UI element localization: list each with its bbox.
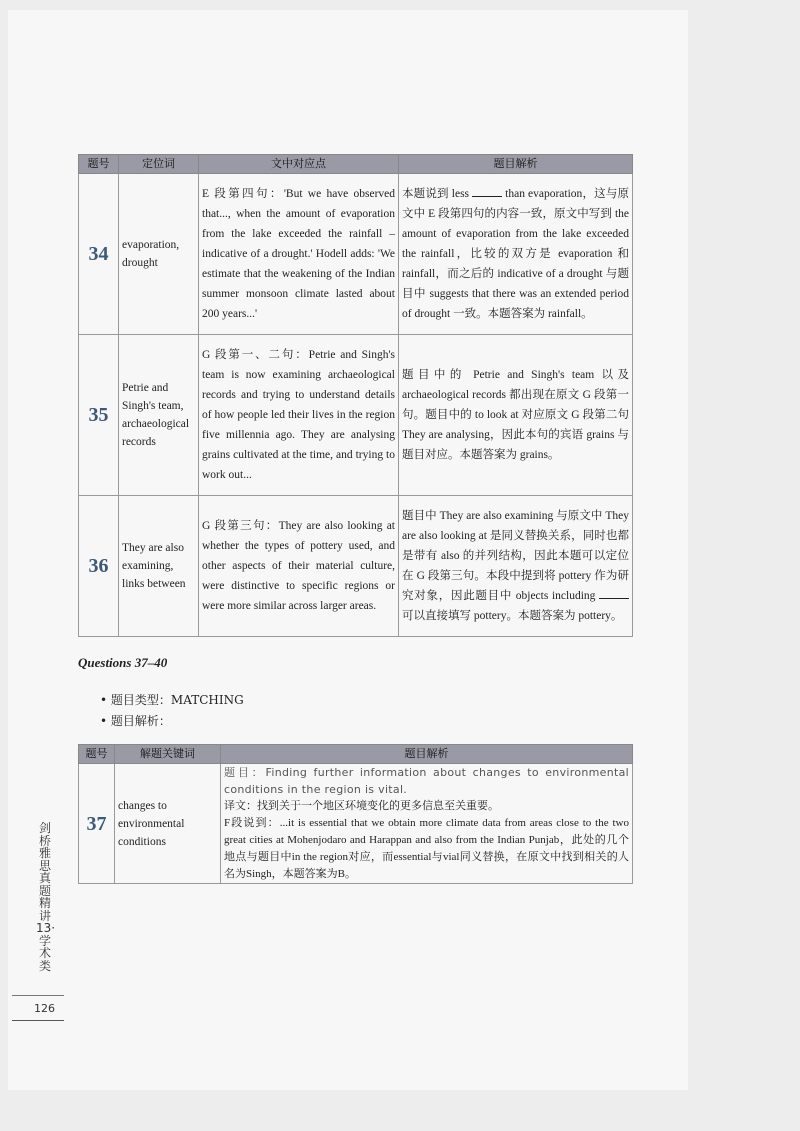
source-text: G 段第三句：They are also looking at whether the types of pottery used, and other aspects of their material culture, were distinctive to specific regions or were more similar across larger areas. (199, 496, 399, 637)
analysis-text (221, 764, 633, 884)
question-type-bullet: • 题目类型：MATCHING (100, 690, 244, 711)
table-row (79, 764, 633, 884)
answer-blank (472, 184, 502, 197)
analysis-text: 题目中的 Petrie and Singh's team 以及 archaeological records 都出现在原文 G 段第一句。题目中的 to look at 对应原文 G 段第二句 They are analysing，因此本句的宾语 grains 与题目对应。本题答案为 grains。 (399, 335, 633, 496)
key-words: changes to environmental conditions (115, 764, 221, 884)
table-header-row (79, 155, 633, 174)
header-source: 文中对应点 (199, 155, 399, 174)
translation: 译文：找到关于一个地区环境变化的更多信息至关重要。 (224, 800, 499, 812)
header-analysis: 题目解析 (221, 745, 633, 764)
table-row (79, 496, 633, 637)
question-number: 36 (79, 496, 119, 637)
locator-words: Petrie and Singh's team, archaeological records (119, 335, 199, 496)
answer-blank (599, 586, 629, 599)
table-header-row (79, 745, 633, 764)
question-number: 37 (79, 764, 115, 884)
analysis-bullet: • 题目解析： (100, 711, 244, 732)
analysis-part-a: 题目中 They are also examining 与原文中 They are also looking at 是同义替换关系，同时也都是带有 also 的并列结构，因此本题可以定位在 G 段第三句。本段中提到将 pottery 作为研究对象，因此题目中 objects including (402, 510, 629, 602)
source-text: G 段第一、二句：Petrie and Singh's team is now examining archaeological records and trying to understand details of how people led their lives in the region five millennia ago. They are analysing grains cultivated at the time, and trying to work out... (199, 335, 399, 496)
paragraph-reference: F段说到：...it is essential that we obtain more climate data from areas close to the two great cities at Mohenjodaro and Harappan and also from the Indian Punjab，此处的几个地点与题目中in the region对应，而essential与vial同义替换，在原文中找到相关的人名为Singh，本题答案为B。 (224, 817, 629, 880)
answer-table-34-36 (78, 154, 633, 637)
analysis-part-b: than evaporation，这与原文中 E 段第四句的内容一致，原文中写到 the amount of evaporation from the lake exceeded the rainfall，比较的双方是 evaporation 和 rainfall，而之后的 indicative of a drought 与题目中 suggests that there was an extended period of drought 一致。本题答案为 rainfall。 (402, 188, 630, 320)
question-number: 34 (79, 174, 119, 335)
header-locator: 定位词 (119, 155, 199, 174)
analysis-part-b: 可以直接填写 pottery。本题答案为 pottery。 (402, 610, 623, 622)
section-title: Questions 37–40 (78, 655, 168, 670)
header-analysis: 题目解析 (399, 155, 633, 174)
header-keywords: 解题关键词 (115, 745, 221, 764)
divider (12, 1020, 64, 1021)
analysis-text (399, 174, 633, 335)
book-title-vertical: 剑桥雅思真题精讲13·学术类 (36, 821, 56, 973)
locator-words: evaporation, drought (119, 174, 199, 335)
source-text: E 段第四句：'But we have observed that..., when the amount of evaporation from the lake exceeded the rainfall – indicative of a drought.' Hodell adds: 'We estimate that the weakening of the Indian summer monsoon climate lasted about 200 years...' (199, 174, 399, 335)
divider (12, 995, 64, 996)
header-number: 题号 (79, 155, 119, 174)
analysis-text (399, 496, 633, 637)
answer-table-37 (78, 744, 633, 884)
analysis-part-a: 本题说到 less (402, 188, 470, 200)
section-bullets (100, 690, 244, 732)
header-number: 题号 (79, 745, 115, 764)
question-number: 35 (79, 335, 119, 496)
locator-words: They are also examining, links between (119, 496, 199, 637)
question-statement: 题目：Finding further information about changes to environmental conditions in the region is vital. (224, 766, 629, 796)
table-row (79, 174, 633, 335)
page-number: 126 (34, 1002, 55, 1015)
table-row (79, 335, 633, 496)
